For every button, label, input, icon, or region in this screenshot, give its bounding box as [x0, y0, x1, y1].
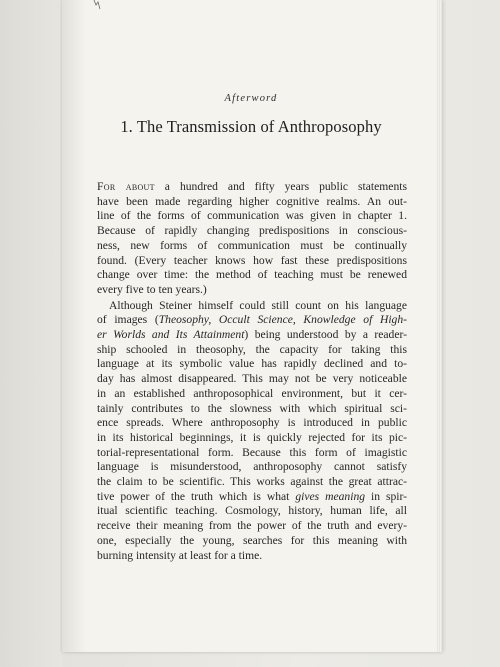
- text-line: day has almost disappeared. This may not be very noticeable: [97, 372, 407, 386]
- text-line: have been made regarding higher cognitive realms. An out-: [97, 194, 407, 208]
- text-line: tive power of the truth which is what gives meaning in spir-: [97, 489, 407, 503]
- text-line: er Worlds and Its Attainment) being understood by a reader-: [97, 328, 407, 342]
- text-line: Although Steiner himself could still count on his language: [109, 298, 407, 312]
- text-line: every five to ten years.): [97, 282, 207, 296]
- text-line: tainly contributes to the slowness with which spiritual sci-: [97, 401, 407, 415]
- text-line: of images (Theosophy, Occult Science, Knowledge of High-: [97, 313, 408, 327]
- text-line: ness, new forms of communication must be continually: [97, 238, 407, 252]
- text-line: itual scientific teaching. Cosmology, history, human life, all: [97, 504, 407, 518]
- text-line: Because of rapidly changing predispositions in conscious-: [97, 224, 407, 238]
- text-line: burning intensity at least for a time.: [97, 548, 263, 562]
- text-line: language is misunderstood, anthroposophy cannot satisfy: [97, 460, 407, 474]
- text-line: the claim to be scientific. This works against the great attrac-: [97, 475, 407, 489]
- text-line: found. (Every teacher knows how fast these predispositions: [97, 253, 407, 267]
- text-line: For about a hundred and fifty years public statements: [97, 180, 407, 193]
- text-line: torial-representational form. Because this form of imagistic: [97, 445, 407, 459]
- text-line: in an established anthroposophical environment, but it cer-: [97, 386, 407, 400]
- text-line: ship schooled in theosophy, the capacity for taking this: [97, 342, 407, 356]
- running-head: Afterword: [224, 93, 278, 104]
- text-line: line of the forms of communication was given in chapter 1.: [97, 209, 407, 223]
- paragraph-1: [97, 180, 407, 298]
- chapter-title: 1. The Transmission of Anthroposophy: [120, 117, 382, 136]
- paragraph-2: [97, 299, 407, 564]
- opening-words: For about: [97, 180, 155, 193]
- text-line: receive their meaning from the power of the truth and every-: [97, 519, 407, 533]
- text-line: one, especially the young, searches for this meaning with: [97, 533, 407, 547]
- pen-mark-icon: [93, 0, 101, 12]
- text-line: change over time: the method of teaching must be renewed: [97, 268, 407, 282]
- facing-page-edge: [0, 0, 62, 667]
- text-line: ence spreads. Where anthroposophy is introduced in public: [97, 416, 407, 430]
- body-text: [97, 180, 407, 563]
- text-line: language at its symbolic value has rapidly declined and to-: [97, 357, 407, 371]
- text-line: in its historical beginnings, it is quickly rejected for its pic-: [97, 430, 407, 444]
